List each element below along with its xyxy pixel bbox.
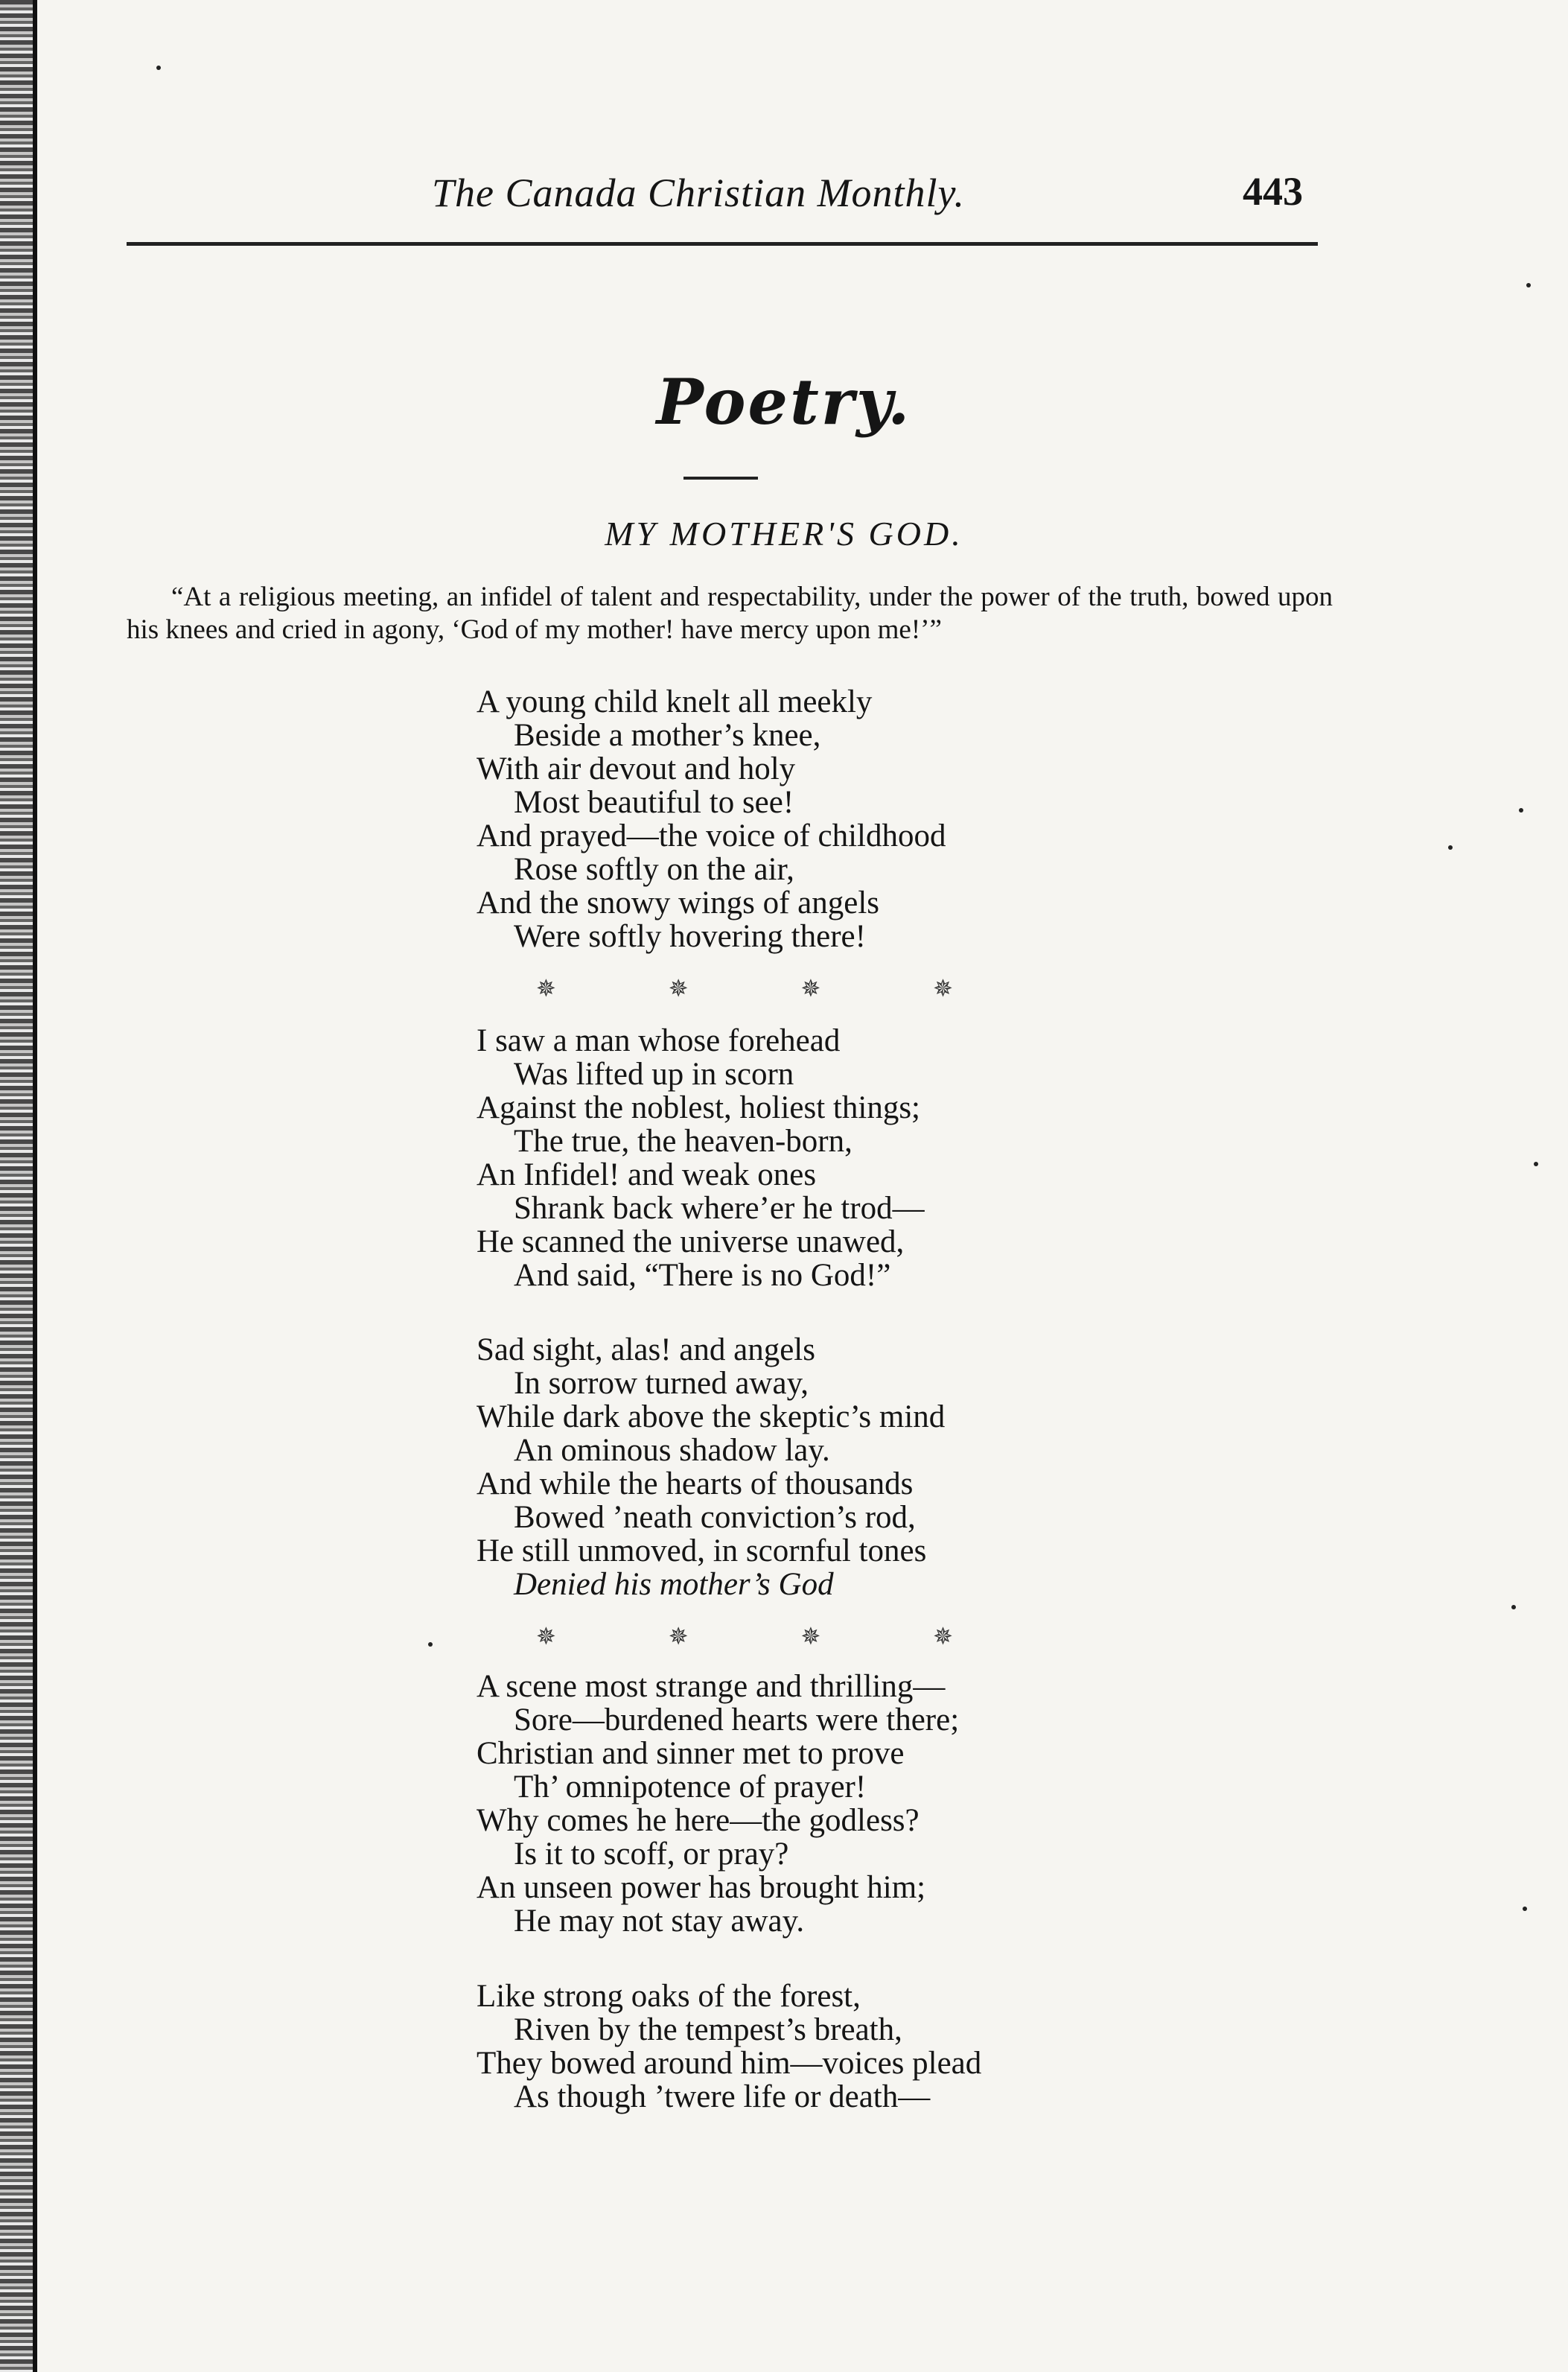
- stanza-1: [477, 685, 946, 953]
- poem-line: Why comes he here—the godless?: [477, 1803, 920, 1838]
- stanza-2: [477, 1024, 925, 1292]
- poem-line: An unseen power has brought him;: [477, 1870, 926, 1905]
- poem-line: While dark above the skeptic’s mind: [477, 1399, 946, 1434]
- poem-line: And while the hearts of thousands: [477, 1466, 914, 1501]
- poem-line: He scanned the universe unawed,: [477, 1224, 905, 1259]
- poem-title: MY MOTHER'S GOD.: [605, 515, 963, 553]
- poem-line: Th’ omnipotence of prayer!: [514, 1770, 867, 1805]
- star-ornament: ✵: [800, 1622, 821, 1650]
- poem-line: An ominous shadow lay.: [514, 1433, 830, 1468]
- poem-line: An Infidel! and weak ones: [477, 1157, 817, 1192]
- page-number: 443: [1243, 169, 1303, 214]
- heading-divider: [683, 477, 758, 480]
- poem-line: A scene most strange and thrilling—: [477, 1669, 946, 1704]
- poem-line: They bowed around him—voices plead: [477, 2046, 982, 2081]
- star-ornament: ✵: [536, 1622, 556, 1650]
- scan-speck: [1448, 845, 1453, 850]
- poem-line: Most beautiful to see!: [514, 785, 794, 820]
- poem-line: He still unmoved, in scornful tones: [477, 1533, 927, 1568]
- poem-line: Like strong oaks of the forest,: [477, 1979, 861, 2014]
- running-title: The Canada Christian Monthly.: [432, 171, 966, 215]
- scan-speck: [1523, 1907, 1527, 1911]
- scan-speck: [1526, 283, 1531, 287]
- star-ornament: ✵: [800, 974, 821, 1002]
- poem-line: Riven by the tempest’s breath,: [514, 2012, 902, 2047]
- stanza-4: [477, 1670, 959, 1938]
- scan-speck: [1534, 1162, 1538, 1166]
- stanza-3: [477, 1333, 945, 1601]
- poem-line: Were softly hovering there!: [514, 919, 866, 954]
- star-divider-2: [536, 1622, 953, 1650]
- scan-speck: [156, 66, 161, 70]
- poem-line: A young child knelt all meekly: [477, 684, 873, 719]
- poem-line: He may not stay away.: [514, 1904, 805, 1939]
- star-ornament: ✵: [933, 974, 953, 1002]
- star-ornament: ✵: [668, 1622, 689, 1650]
- poem-line: Bowed ’neath conviction’s rod,: [514, 1500, 916, 1535]
- poem-line: Denied his mother’s God: [514, 1567, 834, 1602]
- header-rule: [127, 242, 1318, 246]
- stanza-5: [477, 1980, 981, 2114]
- binding-shadow: [33, 0, 37, 2372]
- poem-line: The true, the heaven-born,: [514, 1124, 852, 1159]
- epigraph: “At a religious meeting, an infidel of talent and respectability, under the power of the truth, bowed upon his knees and cried in agony, ‘God of my mother! have mercy upon me!’”: [127, 582, 1333, 645]
- poem-line: In sorrow turned away,: [514, 1366, 809, 1401]
- star-divider-1: [536, 974, 953, 1002]
- star-ornament: ✵: [933, 1622, 953, 1650]
- poem-line: Is it to scoff, or pray?: [514, 1837, 789, 1872]
- poem-line: Shrank back where’er he trod—: [514, 1191, 925, 1226]
- poem-line: Was lifted up in scorn: [514, 1057, 794, 1092]
- poem-line: As though ’twere life or death—: [514, 2079, 931, 2114]
- poem-line: And prayed—the voice of childhood: [477, 818, 946, 853]
- poem-line: Sore—burdened hearts were there;: [514, 1702, 960, 1737]
- poem-line: Sad sight, alas! and angels: [477, 1332, 815, 1367]
- scan-speck: [1511, 1605, 1516, 1609]
- star-ornament: ✵: [668, 974, 689, 1002]
- scan-speck: [1519, 808, 1523, 813]
- poem-line: With air devout and holy: [477, 751, 796, 786]
- poem-line: Against the noblest, holiest things;: [477, 1090, 920, 1125]
- page-header: [127, 162, 1318, 222]
- poem-line: And the snowy wings of angels: [477, 885, 880, 920]
- section-heading: Poetry.: [656, 365, 912, 439]
- star-ornament: ✵: [536, 974, 556, 1002]
- poem-line: And said, “There is no God!”: [514, 1258, 891, 1293]
- scan-speck: [428, 1642, 433, 1647]
- poem-line: I saw a man whose forehead: [477, 1023, 841, 1058]
- book-binding-edge: [0, 0, 33, 2372]
- poem-line: Christian and sinner met to prove: [477, 1736, 905, 1771]
- poem-line: Rose softly on the air,: [514, 852, 794, 887]
- poem-line: Beside a mother’s knee,: [514, 718, 821, 753]
